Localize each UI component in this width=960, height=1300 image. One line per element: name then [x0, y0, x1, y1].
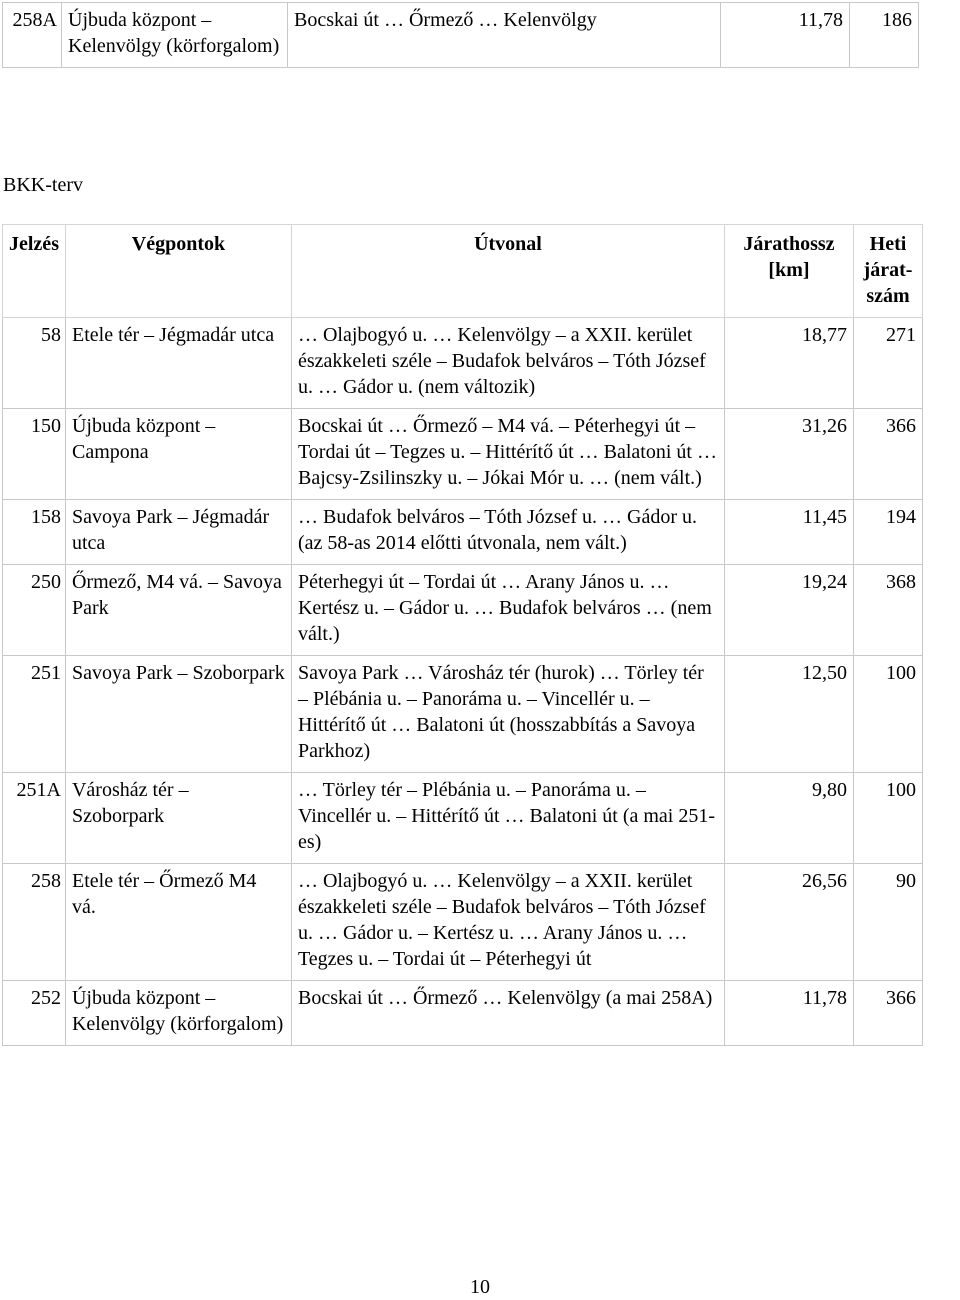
route-endpoints: Újbuda központ – Kelenvölgy (körforgalom) — [65, 981, 291, 1046]
route-path: Bocskai út … Őrmező … Kelenvölgy — [288, 3, 721, 68]
route-length: 19,24 — [724, 565, 853, 656]
spacer-row — [3, 68, 919, 70]
route-length: 26,56 — [724, 864, 853, 981]
route-path: Péterhegyi út – Tordai út … Arany János u. … Kertész u. – Gádor u. … Budafok belváros … (nem vált.) — [291, 565, 724, 656]
route-path: Bocskai út … Őrmező … Kelenvölgy (a mai 258A) — [291, 981, 724, 1046]
route-code: 150 — [3, 409, 66, 500]
route-weekly: 186 — [850, 3, 919, 68]
header-length: Járathossz [km] — [724, 225, 853, 318]
header-weekly: Heti járat-szám — [853, 225, 922, 318]
route-length: 9,80 — [724, 773, 853, 864]
route-endpoints: Újbuda központ – Campona — [65, 409, 291, 500]
route-weekly: 366 — [853, 409, 922, 500]
route-weekly: 368 — [853, 565, 922, 656]
route-path: … Olajbogyó u. … Kelenvölgy – a XXII. kerület északkeleti széle – Budafok belváros – Tóth József u. … Gádor u. (nem változik) — [291, 318, 724, 409]
route-code: 251A — [3, 773, 66, 864]
route-path: Bocskai út … Őrmező – M4 vá. – Péterhegyi út – Tordai út – Tegzes u. – Hittérítő út … Balatoni út … Bajcsy-Zsilinszky u. – Jókai Mór u. … (nem vált.) — [291, 409, 724, 500]
header-endpoints: Végpontok — [65, 225, 291, 318]
table-row — [3, 3, 919, 68]
route-endpoints: Etele tér – Jégmadár utca — [65, 318, 291, 409]
section-title: BKK-terv — [3, 174, 83, 196]
route-weekly: 194 — [853, 500, 922, 565]
table-row — [3, 500, 923, 565]
route-path: … Olajbogyó u. … Kelenvölgy – a XXII. kerület északkeleti széle – Budafok belváros – Tóth József u. … Gádor u. – Kertész u. … Arany János u. … Tegzes u. – Tordai út – Péterhegyi út — [291, 864, 724, 981]
route-length: 11,78 — [724, 981, 853, 1046]
route-length: 18,77 — [724, 318, 853, 409]
route-weekly: 366 — [853, 981, 922, 1046]
route-code: 250 — [3, 565, 66, 656]
route-code: 252 — [3, 981, 66, 1046]
route-endpoints: Őrmező, M4 vá. – Savoya Park — [65, 565, 291, 656]
route-length: 11,78 — [721, 3, 850, 68]
page-number: 10 — [470, 1276, 490, 1298]
header-row — [3, 225, 923, 318]
table-row — [3, 318, 923, 409]
table-body — [3, 318, 923, 1046]
bkk-plan-table — [2, 224, 923, 1046]
route-length: 11,45 — [724, 500, 853, 565]
route-path: … Budafok belváros – Tóth József u. … Gádor u. (az 58-as 2014 előtti útvonala, nem vált.) — [291, 500, 724, 565]
table-row — [3, 981, 923, 1046]
route-endpoints: Etele tér – Őrmező M4 vá. — [65, 864, 291, 981]
route-length: 12,50 — [724, 656, 853, 773]
route-path: … Törley tér – Plébánia u. – Panoráma u. – Vincellér u. – Hittérítő út … Balatoni út (a mai 251-es) — [291, 773, 724, 864]
route-endpoints: Városház tér – Szoborpark — [65, 773, 291, 864]
route-endpoints: Savoya Park – Jégmadár utca — [65, 500, 291, 565]
route-path: Savoya Park … Városház tér (hurok) … Törley tér – Plébánia u. – Panoráma u. – Vincellér u. – Hittérítő út … Balatoni út (hosszabbítás a Savoya Parkhoz) — [291, 656, 724, 773]
table-row — [3, 409, 923, 500]
route-code: 58 — [3, 318, 66, 409]
route-length: 31,26 — [724, 409, 853, 500]
route-code: 158 — [3, 500, 66, 565]
previous-table-fragment — [2, 2, 919, 70]
route-weekly: 100 — [853, 656, 922, 773]
route-weekly: 100 — [853, 773, 922, 864]
header-code: Jelzés — [3, 225, 66, 318]
route-weekly: 90 — [853, 864, 922, 981]
route-code: 251 — [3, 656, 66, 773]
table-row — [3, 656, 923, 773]
route-weekly: 271 — [853, 318, 922, 409]
route-code: 258 — [3, 864, 66, 981]
route-endpoints: Újbuda központ – Kelenvölgy (körforgalom) — [62, 3, 288, 68]
route-endpoints: Savoya Park – Szoborpark — [65, 656, 291, 773]
header-route: Útvonal — [291, 225, 724, 318]
table-row — [3, 565, 923, 656]
table-row — [3, 773, 923, 864]
table-row — [3, 864, 923, 981]
route-code: 258A — [3, 3, 62, 68]
